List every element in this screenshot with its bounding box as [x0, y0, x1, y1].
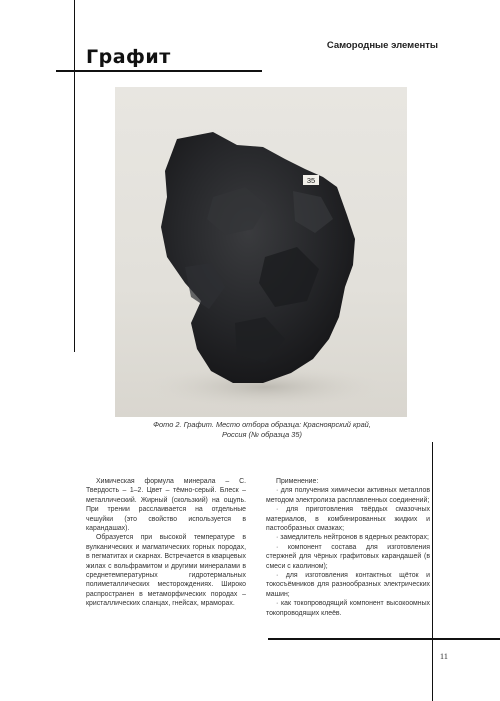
caption-line-2: Россия (№ образца 35) — [222, 430, 302, 439]
mineral-photo — [115, 87, 407, 417]
application-column — [266, 477, 430, 618]
section-name: Самородные элементы — [326, 40, 438, 51]
photo-caption — [120, 420, 404, 440]
application-item: · для приготовления твёрдых смазочных материалов, в комбинированных жидких и пастообразных смазках; — [266, 506, 430, 533]
application-item: · замедлитель нейтронов в ядерных реакторах; — [276, 534, 429, 542]
description-paragraph: Химическая формула минерала – С. Твердость – 1–2. Цвет – тёмно-серый. Блеск – металлический. Жирный (скользкий) на ощупь. При трении расслаивается на отдельные чешуйки (это свойство используется в карандашах). — [86, 478, 246, 533]
graphite-specimen-image — [115, 87, 407, 417]
application-item: · как токопроводящий компонент высокоомных токопроводящих клеёв. — [266, 600, 430, 617]
right-vertical-rule — [432, 442, 433, 701]
application-item: · для изготовления контактных щёток и токосъёмников для разнообразных электрических машин; — [266, 572, 430, 598]
application-item: · компонент состава для изготовления стержней для чёрных графитовых карандашей (в смеси с каолином); — [266, 543, 430, 570]
page-number: 11 — [439, 651, 448, 661]
application-heading: Применение: — [276, 478, 319, 485]
title-underline — [56, 70, 262, 72]
specimen-label-text: 35 — [306, 176, 316, 185]
description-column — [86, 477, 246, 609]
application-item: · для получения химически активных металлов методом электролиза расплавленных соединений; — [266, 487, 430, 504]
caption-line-1: Фото 2. Графит. Место отбора образца: Красноярский край, — [153, 420, 371, 429]
page-title: Графит — [86, 46, 171, 68]
left-vertical-rule — [74, 0, 75, 352]
bottom-rule — [268, 638, 500, 640]
description-paragraph: Образуется при высокой температуре в вулканических и магматических горных породах, в пегматитах и скарнах. Встречается в кварцевых жилах с вольфрамитом и другими минералами в среднетемпературных гидротермальных полиметаллических месторождениях. Широко распространен в метаморфических породах – кристаллических сланцах, гнейсах, мраморах. — [86, 534, 246, 608]
